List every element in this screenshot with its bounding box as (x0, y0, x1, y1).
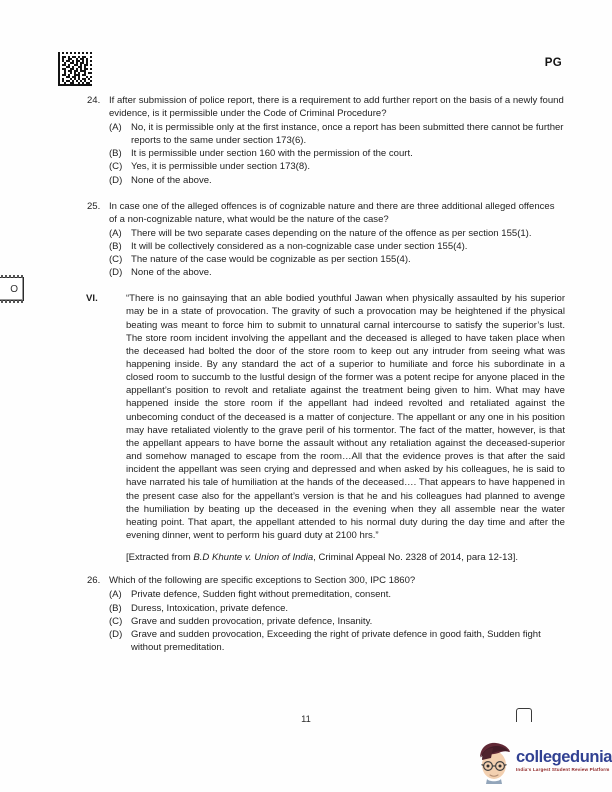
option-row[interactable] (109, 121, 565, 147)
comprehension-passage (86, 292, 565, 564)
collegedunia-mascot-icon (474, 738, 514, 784)
option-label: (C) (109, 615, 123, 627)
question-stem-row (86, 94, 565, 120)
question-number: 26. (87, 575, 101, 587)
option-text: The nature of the case would be cognizable as per section 155(4). (131, 254, 411, 266)
option-list (86, 121, 565, 186)
watermark-tagline: India's Largest Student Review Platform (516, 767, 610, 773)
option-text: It is permissible under section 160 with the permission of the court. (131, 148, 413, 160)
option-label: (A) (109, 122, 122, 134)
watermark-text (516, 749, 612, 773)
option-text: Grave and sudden provocation, private defence, Insanity. (131, 615, 373, 627)
option-text: Grave and sudden provocation, Exceeding the right of private defence in good faith, Sudden fight without premeditation. (131, 628, 541, 653)
citation-prefix: [Extracted from (126, 552, 194, 564)
option-row[interactable] (109, 628, 565, 654)
option-row[interactable] (109, 602, 565, 615)
question-stem-row (86, 574, 565, 587)
option-label: (D) (109, 628, 123, 640)
option-label: (B) (109, 602, 122, 614)
question-item (86, 200, 565, 280)
question-item (86, 94, 565, 187)
page-header (58, 52, 590, 92)
option-text: Private defence, Sudden fight without premeditation, consent. (131, 589, 392, 601)
option-row[interactable] (109, 615, 565, 628)
option-row[interactable] (109, 174, 565, 187)
paper-code-label: PG (544, 57, 562, 69)
citation-suffix: , Criminal Appeal No. 2328 of 2014, para 12-13]. (313, 552, 519, 564)
question-stem-row (86, 200, 565, 226)
option-row[interactable] (109, 160, 565, 173)
option-label: (B) (109, 240, 122, 252)
option-label: (A) (109, 589, 122, 601)
option-list (86, 588, 565, 653)
option-text: None of the above. (131, 174, 212, 186)
passage-citation (126, 551, 565, 564)
question-number: 25. (87, 200, 101, 212)
watermark-brand-name: collegedunia (516, 748, 612, 767)
passage-body (126, 292, 565, 564)
option-text: None of the above. (131, 267, 212, 279)
citation-case-name: B.D Khunte v. Union of India (193, 552, 314, 564)
question-stem: If after submission of police report, there is a requirement to add further report on the basis of a newly found evidence, is it permissible under the Code of Criminal Procedure? (109, 95, 564, 120)
option-label: (A) (109, 227, 122, 239)
option-label: (B) (109, 148, 122, 160)
question-number: 24. (87, 95, 101, 106)
option-label: (D) (109, 174, 123, 186)
option-row[interactable] (109, 227, 565, 240)
scan-artifact-bottom-right (516, 708, 532, 722)
option-row[interactable] (109, 266, 565, 279)
question-stem: In case one of the alleged offences is of cognizable nature and there are three additional alleged offences of a non-cognizable nature, what would be the nature of the case? (109, 200, 555, 225)
question-stem: Which of the following are specific exceptions to Section 300, IPC 1860? (109, 575, 416, 587)
passage-text: “There is no gainsaying that an able bodied youthful Jawan when physically assaulted by his superior may be in a state of provocation. The gravity of such a provocation may be heightened if the physical beating was meant to force him to submit to unnatural carnal intercourse to satisfy the superior’s lust. The store room incident involving the appellant and the deceased is alleged to have taken place when the deceased had bolted the door of the store room to keep out any intruder from seeing what was happening inside. By any standard the act of a superior to humiliate and force his subordinate in a closed room to succumb to the lustful design of the former was a potent recipe for anyone placed in the appellant’s position to revolt and retaliate against the treatment being given to him. What may have happened inside the store room if the appellant had indeed revolted and retaliated against the unbecoming conduct of the deceased is a matter of conjecture. The appellant or any one in his position may have retaliated violently to the grave peril of his tormentor. The fact of the matter, however, is that the appellant appears to have borne the assault without any retaliation against the deceased-superior and somehow managed to escape from the room…All that the evidence proves is that after the said incident the appellant was seen crying and depressed and when asked by his colleagues, he is said to have narrated his tale of humiliation at the hands of the deceased…. That appears to have happened in the present case also for the appellant’s version is that he and his colleagues had planned to avenge the humiliation by beating up the deceased in the evening when they all assemble near the water heating point. That apart, the appellant attended to his normal duty during the day time and after the evening dinner, went to perform his guard duty at 2100 hrs.” (126, 293, 565, 542)
option-row[interactable] (109, 253, 565, 266)
collegedunia-watermark (474, 735, 612, 787)
passage-roman-numeral: VI. (86, 293, 98, 305)
option-text: No, it is permissible only at the first instance, once a report has been submitted there cannot be further reports to the same under section 173(6). (131, 122, 564, 147)
option-row[interactable] (109, 240, 565, 253)
question-content (86, 94, 565, 661)
scan-artifact-left-box: O (0, 277, 24, 301)
option-list (86, 227, 565, 279)
option-text: There will be two separate cases depending on the nature of the offence as per section 155(1). (131, 227, 532, 239)
option-text: It will be collectively considered as a non-cognizable case under section 155(4). (131, 240, 468, 252)
option-label: (D) (109, 267, 123, 279)
option-text: Duress, Intoxication, private defence. (131, 602, 289, 614)
option-label: (C) (109, 161, 123, 173)
option-row[interactable] (109, 147, 565, 160)
datamatrix-barcode-icon (58, 52, 92, 86)
question-item (86, 574, 565, 654)
option-text: Yes, it is permissible under section 173(8). (131, 161, 311, 173)
option-row[interactable] (109, 588, 565, 601)
option-label: (C) (109, 254, 123, 266)
page-number: 11 (301, 714, 311, 724)
